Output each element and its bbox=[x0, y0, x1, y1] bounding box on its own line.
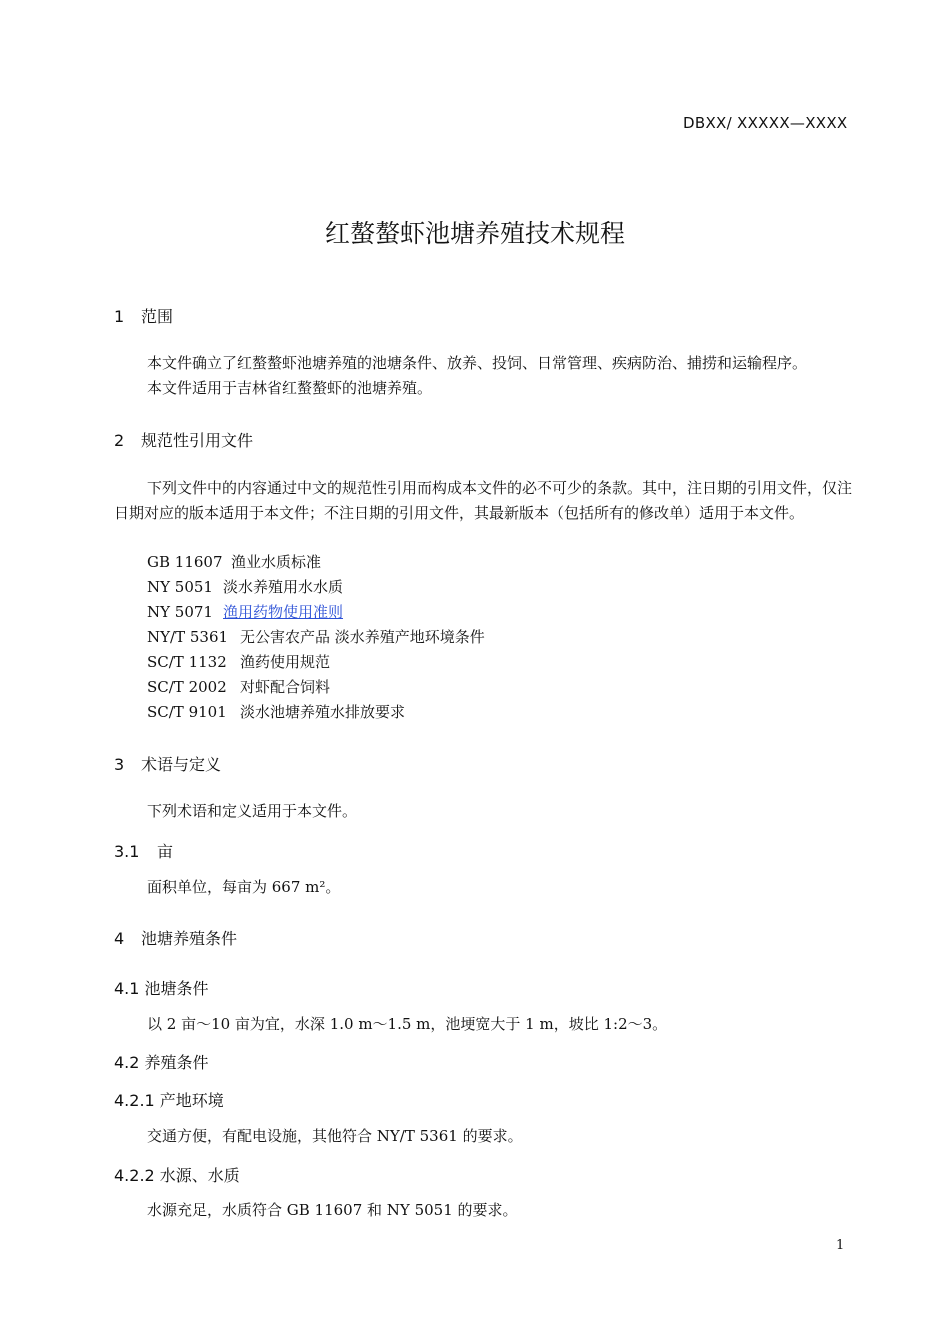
section-number: 2 bbox=[114, 431, 125, 450]
section-number: 1 bbox=[114, 307, 125, 326]
reference-title-link[interactable]: 渔用药物使用准则 bbox=[223, 603, 344, 621]
page-number: 1 bbox=[836, 1238, 845, 1253]
reference-code: NY 5071 bbox=[147, 603, 213, 621]
term-definition: 面积单位，每亩为 667 m²。 bbox=[147, 878, 341, 896]
reference-code: GB 11607 bbox=[147, 553, 223, 571]
reference-item bbox=[147, 601, 343, 622]
section-4-heading bbox=[114, 926, 237, 949]
reference-code: NY 5051 bbox=[147, 578, 213, 596]
section-3-heading bbox=[114, 752, 221, 775]
subsection-number: 3.1 bbox=[114, 842, 140, 861]
subsection-3-1-heading bbox=[114, 839, 173, 862]
reference-code: SC/T 1132 bbox=[147, 653, 227, 671]
reference-code: NY/T 5361 bbox=[147, 628, 229, 646]
reference-item bbox=[147, 576, 343, 597]
section-title: 规范性引用文件 bbox=[141, 431, 254, 450]
section-2-heading bbox=[114, 428, 253, 451]
section-title: 范围 bbox=[141, 307, 174, 326]
subsection-4-2-heading: 4.2 养殖条件 bbox=[114, 1053, 209, 1072]
reference-title: 渔业水质标准 bbox=[231, 553, 322, 571]
reference-title: 淡水池塘养殖水排放要求 bbox=[240, 703, 406, 721]
subsection-4-2-1-heading: 4.2.1 产地环境 bbox=[114, 1091, 224, 1110]
pond-conditions-text: 以 2 亩～10 亩为宜，水深 1.0 m～1.5 m，池埂宽大于 1 m，坡比 1:2～3。 bbox=[147, 1015, 668, 1033]
scope-paragraph-2: 本文件适用于吉林省红螯螯虾的池塘养殖。 bbox=[147, 379, 433, 397]
section-number: 3 bbox=[114, 755, 125, 774]
reference-code: SC/T 2002 bbox=[147, 678, 227, 696]
reference-title: 渔药使用规范 bbox=[240, 653, 331, 671]
subsection-title: 亩 bbox=[157, 842, 174, 861]
section-title: 术语与定义 bbox=[141, 755, 222, 774]
water-source-text: 水源充足，水质符合 GB 11607 和 NY 5051 的要求。 bbox=[147, 1201, 518, 1219]
reference-item bbox=[147, 651, 330, 672]
section-number: 4 bbox=[114, 929, 125, 948]
section-title: 池塘养殖条件 bbox=[141, 929, 238, 948]
subsection-4-2-2-heading: 4.2.2 水源、水质 bbox=[114, 1166, 240, 1185]
document-code: DBXX/ XXXXX—XXXX bbox=[683, 114, 848, 132]
reference-item bbox=[147, 676, 330, 697]
references-intro: 下列文件中的内容通过中文的规范性引用而构成本文件的必不可少的条款。其中，注日期的引用文件，仅注日期对应的版本适用于本文件；不注日期的引用文件，其最新版本（包括所有的修改单）适用于本文件。 bbox=[114, 479, 853, 522]
section-1-heading bbox=[114, 304, 173, 327]
document-title: 红螯螯虾池塘养殖技术规程 bbox=[324, 219, 625, 248]
reference-item bbox=[147, 701, 405, 722]
reference-code: SC/T 9101 bbox=[147, 703, 227, 721]
reference-title: 对虾配合饲料 bbox=[240, 678, 331, 696]
subsection-4-1-heading: 4.1 池塘条件 bbox=[114, 979, 209, 998]
reference-item bbox=[147, 626, 485, 647]
reference-item bbox=[147, 551, 321, 572]
reference-title: 无公害农产品 淡水养殖产地环境条件 bbox=[240, 628, 485, 646]
scope-paragraph-1: 本文件确立了红螯螯虾池塘养殖的池塘条件、放养、投饲、日常管理、疾病防治、捕捞和运输程序。 bbox=[147, 354, 808, 372]
reference-title: 淡水养殖用水水质 bbox=[223, 578, 344, 596]
environment-text: 交通方便，有配电设施，其他符合 NY/T 5361 的要求。 bbox=[147, 1127, 523, 1145]
terms-intro: 下列术语和定义适用于本文件。 bbox=[147, 802, 358, 820]
